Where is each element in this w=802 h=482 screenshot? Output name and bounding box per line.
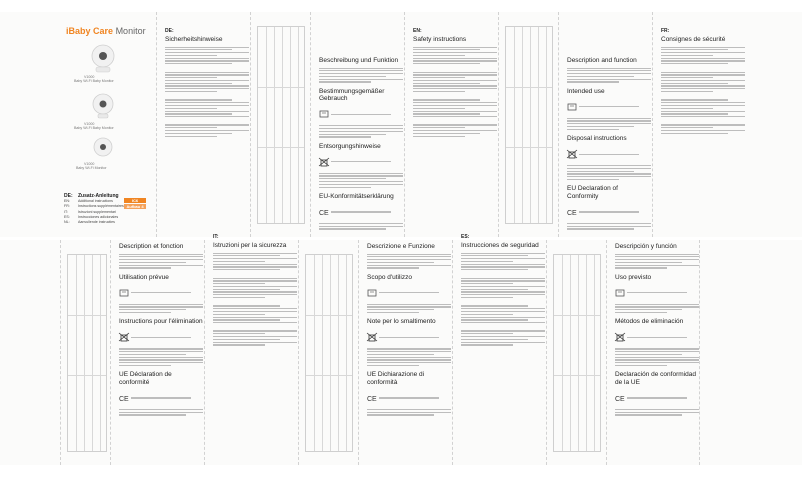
ce-mark-icon xyxy=(615,394,625,402)
model-label-3: V1000 xyxy=(84,162,95,166)
heading-de-desc: Beschreibung und Funktion xyxy=(319,57,399,64)
weee-bin-icon xyxy=(615,333,625,341)
camera-mini-image xyxy=(90,136,116,160)
camera-side-image xyxy=(88,92,118,120)
heading-en-conformity: EU Declaration of Conformity xyxy=(567,185,618,200)
heading-it-disposal: Note per lo smaltimento xyxy=(367,318,436,326)
panel-de-desc xyxy=(310,12,404,237)
panel-it-desc xyxy=(358,240,452,465)
spec-table-en xyxy=(505,26,553,224)
heading-de-use: Bestimmungsgemäßer Gebrauch xyxy=(319,87,385,103)
manual-icon xyxy=(615,289,625,297)
weee-bin-icon xyxy=(119,333,129,341)
heading-es-desc: Descripción y función xyxy=(615,243,677,250)
ce-mark-icon xyxy=(119,394,129,402)
heading-de-disposal: Entsorgungshinweise xyxy=(319,142,381,150)
page-top xyxy=(0,12,802,237)
svg-text:CE: CE xyxy=(319,209,329,217)
heading-es-safety: Instrucciones de seguridad xyxy=(461,242,539,249)
brand-logo: iBaby Care Monitor xyxy=(66,26,146,36)
heading-it-use: Scopo d'utilizzo xyxy=(367,273,412,281)
panel-en-specs xyxy=(498,12,558,237)
manual-icon xyxy=(367,289,377,297)
model-label-2: V1000 xyxy=(84,122,95,126)
heading-it-conformity: UE Dichiarazione di conformità xyxy=(367,371,425,386)
spec-table-es xyxy=(553,254,601,452)
heading-fr-safety: Consignes de sécurité xyxy=(661,36,726,43)
heading-fr-use: Utilisation prévue xyxy=(119,273,169,281)
panel-en-safety: EN: Safety instructions xyxy=(404,12,498,237)
badge-ic: IC6 xyxy=(124,198,146,203)
product-label-2: Baby Wi-Fi Baby Monitor xyxy=(74,126,114,130)
panel-de-specs xyxy=(250,12,310,237)
product-label-1: Baby Wi-Fi Baby Monitor xyxy=(74,79,114,83)
svg-text:CE: CE xyxy=(367,395,377,403)
addendum-toc: DE: Zusatz-Anleitung EN: Additional instructions FR: Instructions supplémentaires IT: Istruzioni supplementari ES: Instrucciones adicionales NL: Aanvullende instructies xyxy=(64,193,124,225)
panel-fr-specs xyxy=(60,240,110,465)
heading-en-safety: Safety instructions xyxy=(413,36,467,43)
manual-icon xyxy=(567,103,577,111)
heading-es-conformity: Declaración de conformidad de la UE xyxy=(615,371,696,386)
ce-mark-icon xyxy=(319,208,329,216)
heading-fr-disposal: Instructions pour l'élimination xyxy=(119,318,203,326)
camera-image xyxy=(88,42,118,74)
addendum-title: Zusatz-Anleitung xyxy=(78,193,119,199)
page-bottom xyxy=(0,234,802,465)
panel-en-desc xyxy=(558,12,652,237)
panel-es-specs xyxy=(546,240,606,465)
panel-fr-safety: FR: Consignes de sécurité xyxy=(652,12,746,237)
weee-bin-icon xyxy=(567,150,577,158)
cover-panel xyxy=(60,12,156,237)
panel-es-desc xyxy=(606,240,700,465)
svg-text:CE: CE xyxy=(119,395,129,403)
panel-it-safety: IT: Istruzioni per la sicurezza xyxy=(204,240,298,465)
ce-mark-icon xyxy=(567,208,577,216)
heading-en-disposal: Disposal instructions xyxy=(567,135,627,142)
heading-it-desc: Descrizione e Funzione xyxy=(367,243,435,250)
manual-icon xyxy=(119,289,129,297)
model-label-1: V1000 xyxy=(84,75,95,79)
badge-aufbau: Aufbau 4 xyxy=(124,204,146,209)
panel-it-specs xyxy=(298,240,358,465)
spec-table-fr xyxy=(67,254,107,452)
panel-fr-desc xyxy=(110,240,204,465)
panel-de-safety: DE: Sicherheitshinweise xyxy=(156,12,250,237)
spec-table-it xyxy=(305,254,353,452)
spec-table-de xyxy=(257,26,305,224)
heading-it-safety: Istruzioni per la sicurezza xyxy=(213,242,287,249)
weee-bin-icon xyxy=(319,158,329,166)
svg-text:CE: CE xyxy=(615,395,625,403)
heading-fr-desc: Description et fonction xyxy=(119,243,184,250)
heading-de-safety: Sicherheitshinweise xyxy=(165,36,223,43)
heading-en-use: Intended use xyxy=(567,87,605,95)
heading-es-use: Uso previsto xyxy=(615,273,652,281)
product-label-3: Baby Wi-Fi Monitor xyxy=(76,166,107,170)
svg-text:CE: CE xyxy=(567,209,577,217)
ce-mark-icon xyxy=(367,394,377,402)
manual-icon xyxy=(319,110,329,118)
heading-es-disposal: Métodos de eliminación xyxy=(615,318,684,326)
panel-es-safety: ES: Instrucciones de seguridad xyxy=(452,240,546,465)
heading-de-conformity: EU-Konformitätserklärung xyxy=(319,192,394,200)
heading-fr-conformity: UE Déclaration de conformité xyxy=(119,371,172,386)
heading-en-desc: Description and function xyxy=(567,57,637,64)
weee-bin-icon xyxy=(367,333,377,341)
